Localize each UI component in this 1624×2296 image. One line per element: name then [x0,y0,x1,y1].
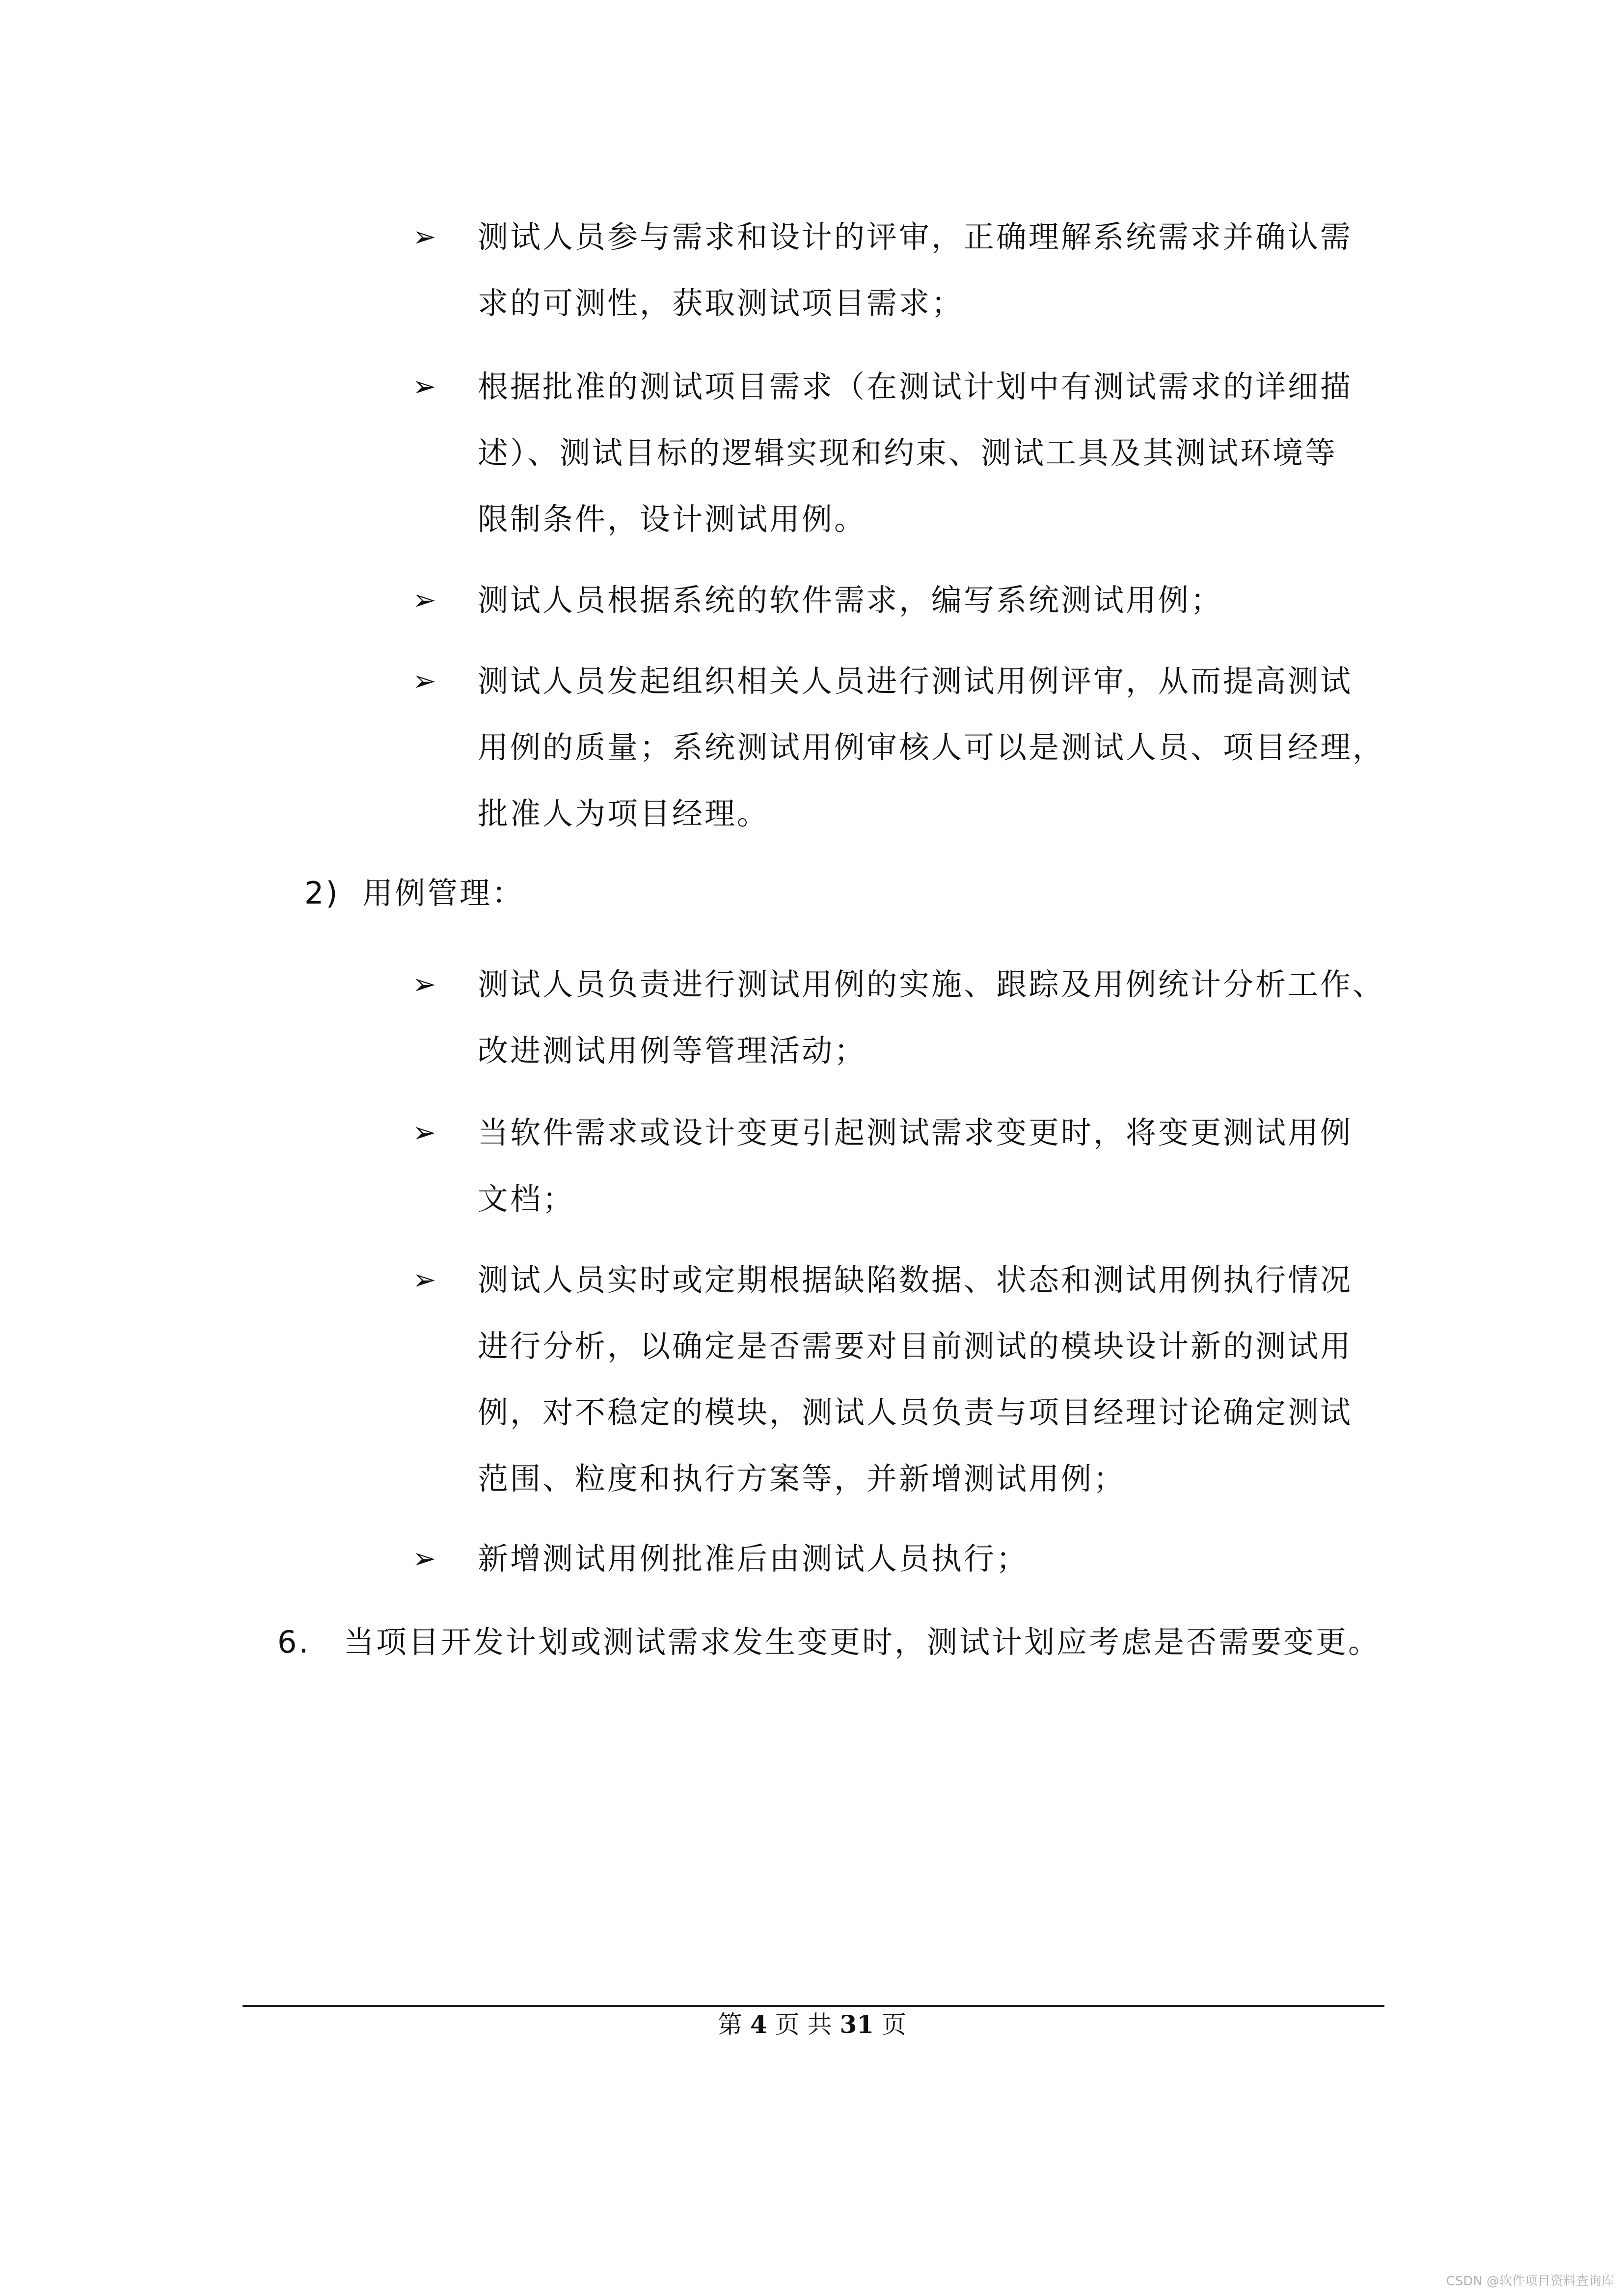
text-line: 进行分析，以确定是否需要对目前测试的模块设计新的测试用 [478,1328,1353,1364]
text-line: 限制条件，设计测试用例。 [478,501,867,537]
bullet-text [478,648,1404,847]
arrow-bullet-icon: ➢ [412,370,436,403]
bullet-text [478,353,1404,552]
bullet-text [478,1099,1404,1232]
bullet-item [412,204,1404,336]
text-line: 述）、测试目标的逻辑实现和约束、测试工具及其测试环境等 [478,435,1338,471]
total-pages-number: 31 [839,2010,874,2039]
arrow-bullet-icon: ➢ [412,1542,436,1575]
bullet-item [412,353,1404,552]
text-line: 用例的质量；系统测试用例审核人可以是测试人员、项目经理， [478,729,1385,765]
text-line: 测试人员发起组织相关人员进行测试用例评审，从而提高测试 [478,663,1353,699]
text-line: 求的可测性，获取测试项目需求； [478,285,964,321]
text-line: 批准人为项目经理。 [478,796,770,831]
arrow-bullet-icon: ➢ [412,664,436,697]
text-line: 新增测试用例批准后由测试人员执行； [478,1541,1029,1576]
subsection-number: 2) [304,875,340,911]
text-line: 范围、粒度和执行方案等，并新增测试用例； [478,1461,1126,1496]
bullet-text [478,1247,1404,1512]
footer-divider [243,2005,1384,2007]
text-line: 例，对不稳定的模块，测试人员负责与项目经理讨论确定测试 [478,1394,1353,1430]
text-line: 根据批准的测试项目需求（在测试计划中有测试需求的详细描 [478,369,1353,404]
subsection-title: 用例管理： [362,875,525,911]
footer-suffix: 页 [881,2010,906,2039]
bullet-item [412,1247,1404,1512]
text-line: 测试人员根据系统的软件需求，编写系统测试用例； [478,582,1223,618]
footer-middle: 页 共 [775,2010,832,2039]
text-line: 测试人员负责进行测试用例的实施、跟踪及用例统计分析工作、 [478,966,1385,1002]
footer-prefix: 第 [718,2010,743,2039]
text-line: 文档； [478,1181,575,1217]
item-number: 6. [277,1624,311,1660]
bullet-text [478,1525,1404,1592]
arrow-bullet-icon: ➢ [412,1116,436,1149]
arrow-bullet-icon: ➢ [412,1263,436,1296]
bullet-text [478,204,1404,336]
arrow-bullet-icon: ➢ [412,583,436,616]
item-text: 当项目开发计划或测试需求发生变更时，测试计划应考虑是否需要变更。 [344,1624,1381,1660]
arrow-bullet-icon: ➢ [412,967,436,1001]
bullet-item [412,951,1404,1084]
page-footer [0,2007,1624,2042]
bullet-item [412,1525,1404,1592]
text-line: 当软件需求或设计变更引起测试需求变更时，将变更测试用例 [478,1115,1353,1150]
subsection-heading [304,860,524,926]
arrow-bullet-icon: ➢ [412,220,436,253]
watermark: CSDN @软件项目资料查询库 [1446,2274,1614,2289]
text-line: 测试人员实时或定期根据缺陷数据、状态和测试用例执行情况 [478,1262,1353,1298]
bullet-text [478,951,1404,1084]
bullet-item [412,648,1404,847]
current-page-number: 4 [750,2010,767,2039]
text-line: 测试人员参与需求和设计的评审，正确理解系统需求并确认需 [478,219,1353,255]
bullet-item [412,567,1404,633]
bullet-item [412,1099,1404,1232]
bullet-text [478,567,1404,633]
numbered-item [277,1609,1380,1675]
text-line: 改进测试用例等管理活动； [478,1033,867,1068]
